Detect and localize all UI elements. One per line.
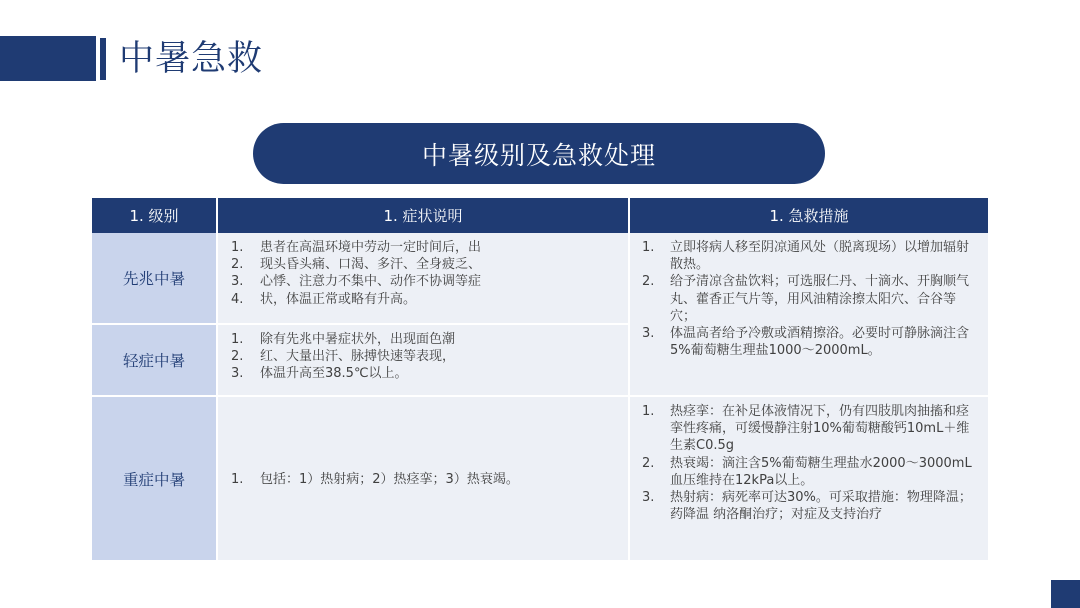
list-item <box>642 273 978 325</box>
item-number: 1. <box>231 240 244 255</box>
symptoms-cell <box>217 324 629 396</box>
banner-title: 中暑级别及急救处理 <box>421 140 656 170</box>
item-number: 3. <box>642 326 655 342</box>
symptoms-cell <box>217 396 629 561</box>
list-item <box>642 239 978 273</box>
item-text: 患者在高温环境中劳动一定时间后，出 <box>260 240 482 255</box>
level-cell: 先兆中暑 <box>92 233 217 324</box>
item-text: 除有先兆中暑症状外，出现面色潮 <box>260 332 456 347</box>
item-text: 体温升高至38.5℃以上。 <box>260 366 408 382</box>
column-header-first-aid: 1. 急救措施 <box>629 198 988 233</box>
item-number: 2. <box>642 274 655 290</box>
first-aid-cell-severe <box>629 396 988 561</box>
first-aid-list <box>642 403 978 523</box>
symptoms-cell <box>217 233 629 324</box>
list-item <box>642 455 978 489</box>
first-aid-cell-mild <box>629 233 988 396</box>
column-header-symptoms: 1. 症状说明 <box>217 198 629 233</box>
table-header-row <box>92 198 988 233</box>
list-item <box>231 239 618 256</box>
first-aid-list <box>642 239 978 359</box>
item-text: 体温高者给予冷敷或酒精擦浴。必要时可静脉滴注含5%葡萄糖生理盐1000～2000mL。 <box>670 326 970 359</box>
item-number: 2. <box>231 257 244 273</box>
item-text: 状，体温正常或略有升高。 <box>260 291 417 307</box>
list-item <box>642 489 978 523</box>
item-number: 1. <box>231 471 244 487</box>
item-number: 3. <box>642 490 655 506</box>
item-text: 给予清凉含盐饮料；可选服仁丹、十滴水、开胸顺气丸、藿香正气片等，用风油精涂擦太阳穴、合谷等穴； <box>670 274 970 324</box>
list-item <box>642 325 978 359</box>
item-number: 3. <box>231 274 244 290</box>
list-item <box>231 256 618 273</box>
corner-decor-square <box>1051 580 1080 608</box>
item-number: 4. <box>231 291 244 307</box>
section-banner <box>253 123 825 184</box>
item-text: 热痉挛：在补足体液情况下，仍有四肢肌肉抽搐和痉挛性疼痛，可缓慢静注射10%葡萄糖酸钙10mL＋维生素C0.5g <box>670 404 970 454</box>
item-text: 红、大量出汗、脉搏快速等表现， <box>260 349 456 365</box>
list-item <box>231 471 618 488</box>
list-item <box>231 365 618 382</box>
header-decor-bar <box>0 36 96 81</box>
header-accent-line <box>100 38 106 80</box>
item-text: 心悸、注意力不集中、动作不协调等症 <box>260 274 482 290</box>
item-number: 2. <box>231 349 244 365</box>
item-number: 2. <box>642 455 655 471</box>
item-number: 1. <box>642 404 655 419</box>
item-number: 1. <box>642 240 655 255</box>
symptom-list <box>231 239 618 308</box>
item-number: 3. <box>231 366 244 382</box>
heatstroke-table <box>92 198 988 562</box>
page-title: 中暑急救 <box>119 39 264 79</box>
item-text: 热衰竭：滴注含5%葡萄糖生理盐水2000～3000mL血压维持在12kPa以上。 <box>670 455 972 488</box>
item-text: 包括：1）热射病；2）热痉挛；3）热衰竭。 <box>260 471 519 487</box>
list-item <box>231 291 618 308</box>
level-cell: 轻症中暑 <box>92 324 217 396</box>
table-row <box>92 233 988 324</box>
symptom-list <box>231 471 618 488</box>
column-header-level: 1. 级别 <box>92 198 217 233</box>
table-row <box>92 396 988 561</box>
list-item <box>642 403 978 455</box>
level-cell: 重症中暑 <box>92 396 217 561</box>
symptom-list <box>231 331 618 383</box>
item-number: 1. <box>231 332 244 347</box>
list-item <box>231 273 618 290</box>
item-text: 现头昏头痛、口渴、多汗、全身疲乏、 <box>260 257 482 273</box>
list-item <box>231 331 618 348</box>
item-text: 立即将病人移至阴凉通风处（脱离现场）以增加辐射散热。 <box>670 240 970 273</box>
item-text: 热射病：病死率可达30%。可采取措施：物理降温；药降温 纳洛酮治疗；对症及支持治疗 <box>670 490 972 523</box>
list-item <box>231 348 618 365</box>
